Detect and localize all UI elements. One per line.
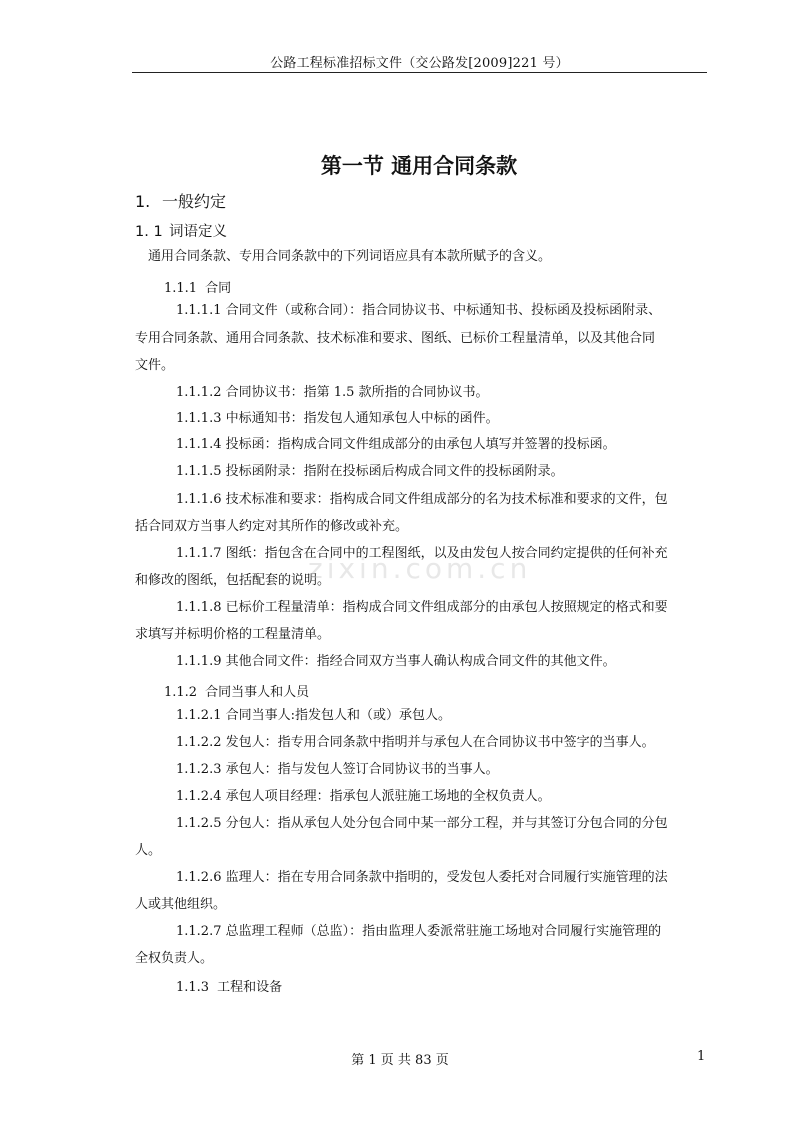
heading-1-1-number: 1. 1	[135, 224, 163, 240]
heading-1-1-2	[164, 681, 309, 700]
paragraph-1-1-2-4: 1.1.2.4 承包人项目经理：指承包人派驻施工场地的全权负责人。	[176, 789, 551, 804]
paragraph-1-1-2-3: 1.1.2.3 承包人：指与发包人签订合同协议书的当事人。	[176, 762, 499, 777]
paragraph-1-1-2-1: 1.1.2.1 合同当事人:指发包人和（或）承包人。	[176, 708, 451, 723]
heading-1-1-text: 词语定义	[169, 224, 227, 240]
paragraph-1-1-2-6-cont: 人或其他组织。	[135, 897, 227, 912]
paragraph-1-1-1-2: 1.1.1.2 合同协议书：指第 1.5 款所指的合同协议书。	[176, 385, 489, 400]
header-rule	[132, 72, 707, 73]
paragraph-1-1-2-5: 1.1.2.5 分包人：指从承包人处分包合同中某一部分工程，并与其签订分包合同的分包	[176, 816, 668, 831]
page-number: 1	[697, 1049, 706, 1064]
paragraph-1-1-2-7: 1.1.2.7 总监理工程师（总监）：指由监理人委派常驻施工场地对合同履行实施管理的	[176, 924, 662, 939]
paragraph-1-1-1-1-cont: 专用合同条款、通用合同条款、技术标准和要求、图纸、已标价工程量清单，以及其他合同	[135, 331, 656, 346]
paragraph-1-1-1-6-cont: 括合同双方当事人约定对其所作的修改或补充。	[135, 519, 409, 534]
heading-1-1-1	[164, 277, 231, 296]
paragraph-1-1-1-7: 1.1.1.7 图纸：指包含在合同中的工程图纸，以及由发包人按合同约定提供的任何补充	[176, 546, 668, 561]
heading-1-1-3-number: 1.1.3	[176, 980, 210, 995]
paragraph-1-1-1-1: 1.1.1.1 合同文件（或称合同）：指合同协议书、中标通知书、投标函及投标函附录、	[176, 303, 662, 318]
heading-1-1	[135, 220, 227, 241]
heading-1-1-3	[176, 976, 282, 995]
paragraph-1-1-2-2: 1.1.2.2 发包人：指专用合同条款中指明并与承包人在合同协议书中签字的当事人。	[176, 735, 655, 750]
paragraph-1-1-1-1-end: 文件。	[135, 358, 175, 373]
heading-1-1-1-text: 合同	[205, 281, 232, 296]
heading-1-text: 一般约定	[162, 192, 227, 211]
paragraph-1-1-1-6: 1.1.1.6 技术标准和要求：指构成合同文件组成部分的名为技术标准和要求的文件，包	[176, 492, 668, 507]
paragraph-1-1-1-3: 1.1.1.3 中标通知书：指发包人通知承包人中标的函件。	[176, 411, 499, 426]
paragraph-1-1-1-5: 1.1.1.5 投标函附录：指附在投标函后构成合同文件的投标函附录。	[176, 464, 564, 479]
heading-1-number: 1.	[135, 192, 151, 211]
heading-1-1-2-number: 1.1.2	[164, 685, 198, 700]
heading-1-1-1-number: 1.1.1	[164, 281, 198, 296]
page-footer: 第 1 页 共 83 页	[351, 1053, 449, 1068]
paragraph-1-1-2-6: 1.1.2.6 监理人：指在专用合同条款中指明的，受发包人委托对合同履行实施管理的法	[176, 870, 668, 885]
paragraph-1-1-1-7-cont: 和修改的图纸，包括配套的说明。	[135, 573, 331, 588]
paragraph-1-1-1-8-cont: 求填写并标明价格的工程量清单。	[135, 627, 331, 642]
paragraph-1-1-1-9: 1.1.1.9 其他合同文件：指经合同双方当事人确认构成合同文件的其他文件。	[176, 654, 616, 669]
page-header: 公路工程标准招标文件（交公路发[2009]221 号）	[270, 56, 569, 71]
intro-paragraph: 通用合同条款、专用合同条款中的下列词语应具有本款所赋予的含义。	[148, 249, 552, 264]
watermark: zixin.com.cn	[308, 552, 532, 585]
paragraph-1-1-1-4: 1.1.1.4 投标函：指构成合同文件组成部分的由承包人填写并签署的投标函。	[176, 437, 616, 452]
heading-1	[135, 189, 226, 212]
heading-1-1-3-text: 工程和设备	[217, 980, 283, 995]
section-title: 第一节 通用合同条款	[320, 154, 518, 178]
heading-1-1-2-text: 合同当事人和人员	[205, 685, 310, 700]
paragraph-1-1-2-5-cont: 人。	[135, 843, 162, 858]
paragraph-1-1-1-8: 1.1.1.8 已标价工程量清单：指构成合同文件组成部分的由承包人按照规定的格式和要	[176, 600, 668, 615]
paragraph-1-1-2-7-cont: 全权负责人。	[135, 951, 214, 966]
